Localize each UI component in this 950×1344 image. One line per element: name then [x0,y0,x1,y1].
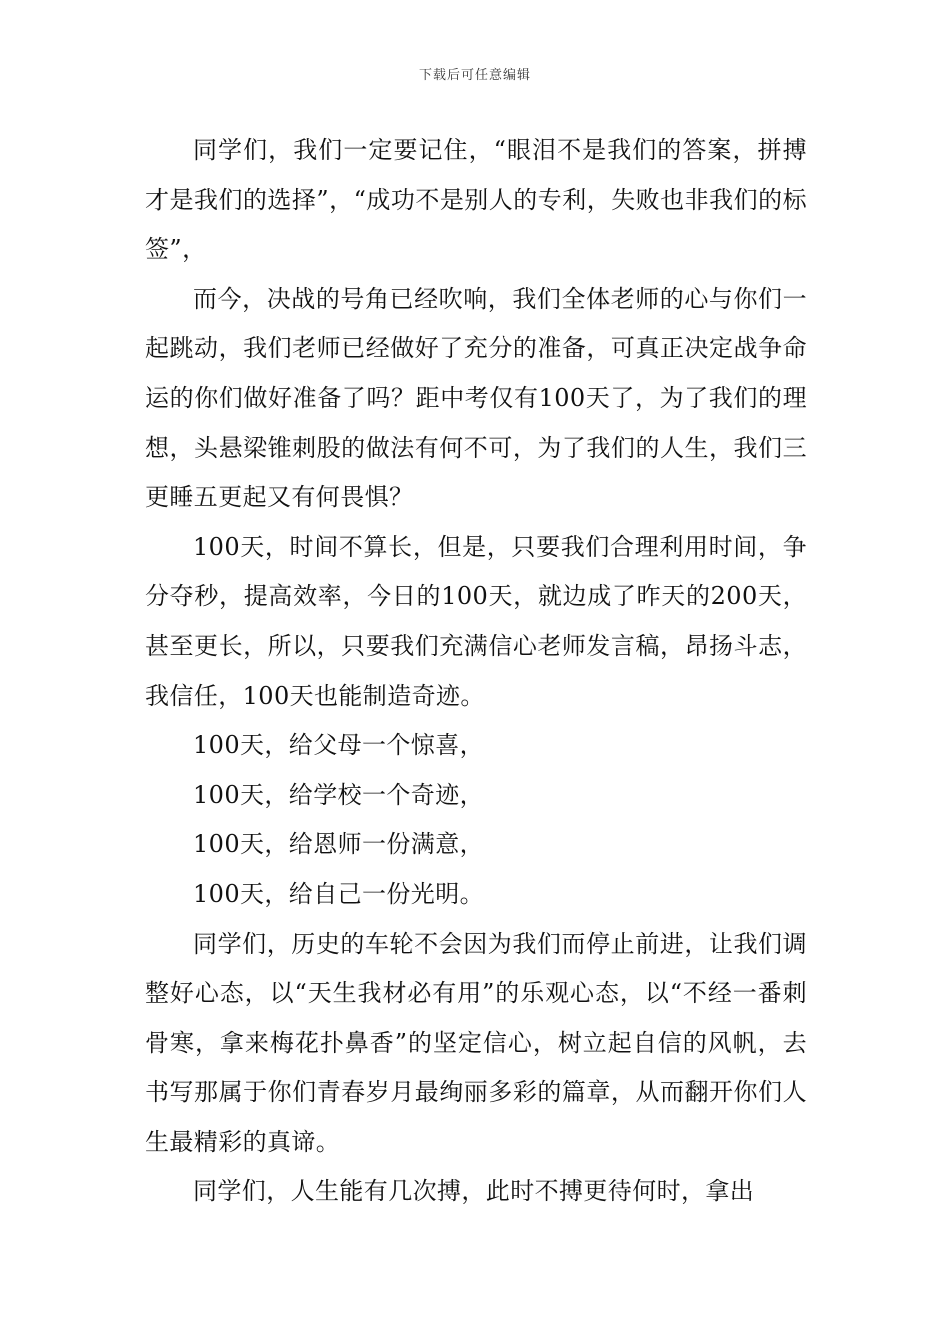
paragraph-8: 同学们，历史的车轮不会因为我们而停止前进，让我们调整好心态，以“天生我材必有用”的乐观心态，以“不经一番刺骨寒，拿来梅花扑鼻香”的坚定信心，树立起自信的风帆，去书写那属于你们青春岁月最绚丽多彩的篇章，从而翻开你们人生最精彩的真谛。 [145,929,807,1156]
page-header: 下载后可任意编辑 [418,68,531,83]
paragraph-7: 100天，给自己一份光明。 [193,879,485,908]
paragraph-3: 100天，时间不算长，但是，只要我们合理利用时间，争分夺秒，提高效率，今日的100天，就边成了昨天的200天，甚至更长，所以，只要我们充满信心老师发言稿，昂扬斗志，我信任，100天也能制造奇迹。 [145,532,807,710]
paragraph-9: 同学们，人生能有几次搏，此时不搏更待何时，拿出 [193,1177,755,1206]
paragraph-5: 100天，给学校一个奇迹， [193,780,485,809]
paragraph-2: 而今，决战的号角已经吹响，我们全体老师的心与你们一起跳动，我们老师已经做好了充分的准备，可真正决定战争命运的你们做好准备了吗？距中考仅有100天了，为了我们的理想，头悬梁锥刺股的做法有何不可，为了我们的人生，我们三更睡五更起又有何畏惧？ [145,284,807,512]
paragraph-4: 100天，给父母一个惊喜， [193,731,485,760]
paragraph-1: 同学们，我们一定要记住，“眼泪不是我们的答案，拼搏才是我们的选择”，“成功不是别人的专利，失败也非我们的标签”， [145,136,807,264]
document-body [145,126,807,1217]
paragraph-6: 100天，给恩师一份满意， [193,830,485,859]
